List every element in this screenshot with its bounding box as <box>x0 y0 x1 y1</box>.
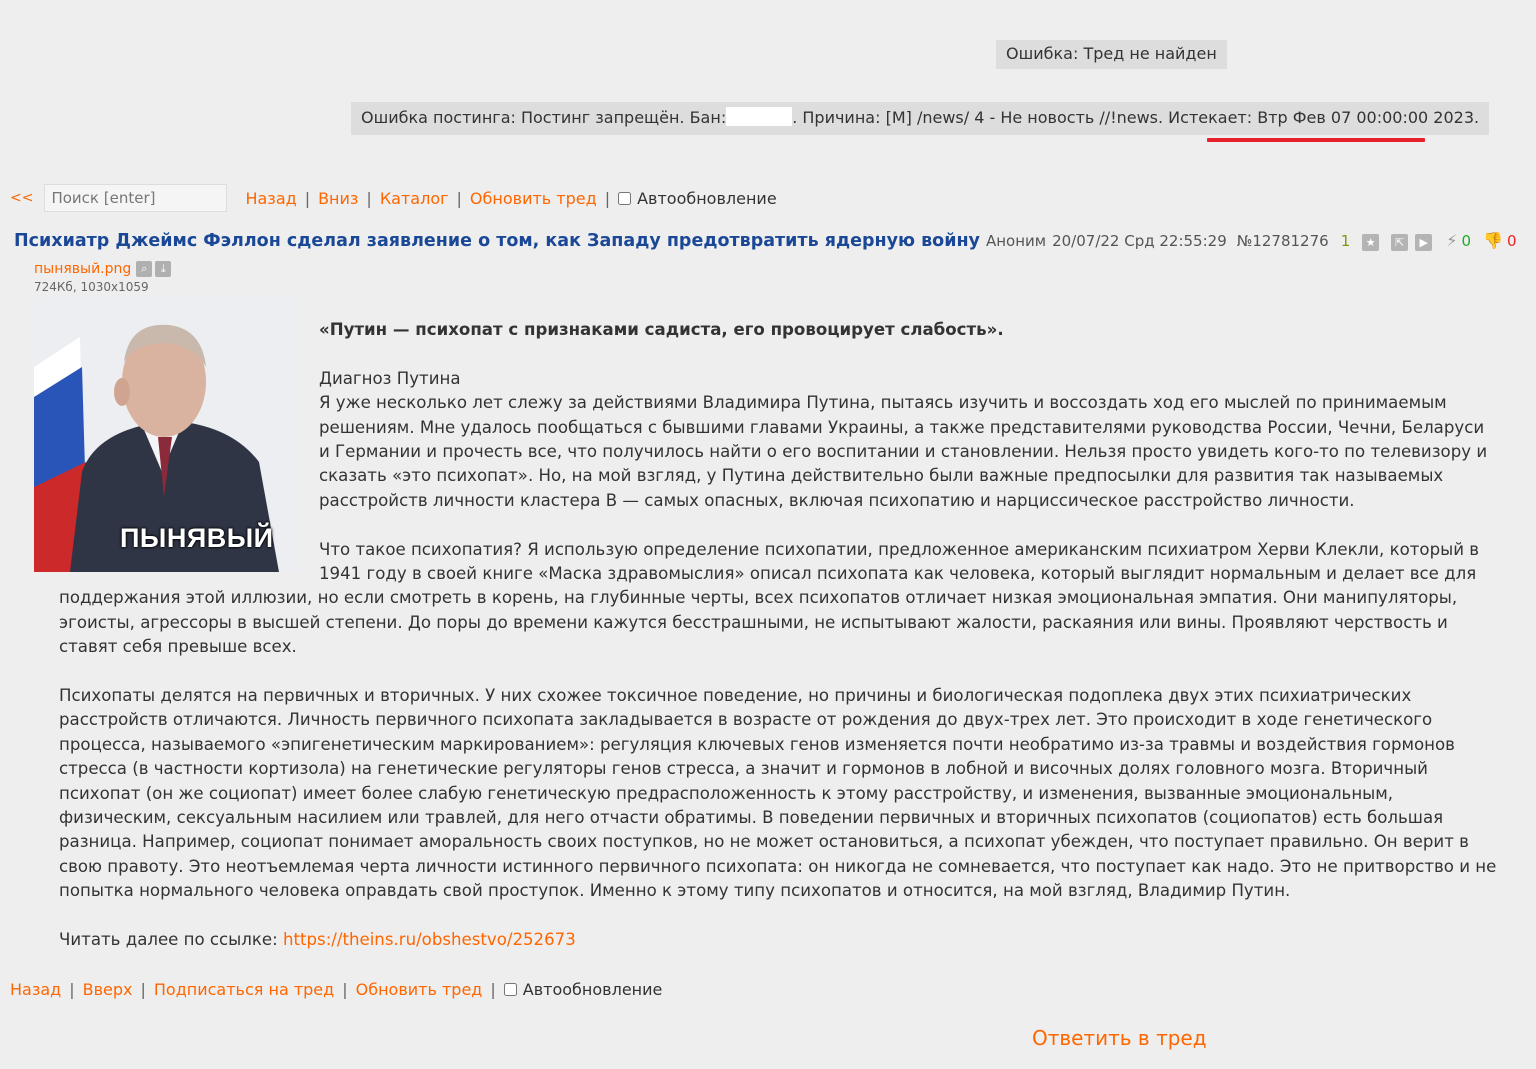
post-body <box>59 318 1499 953</box>
play-icon[interactable]: ▶ <box>1415 234 1432 251</box>
dislike-icon[interactable]: 👎 <box>1483 231 1503 250</box>
bottom-navigation <box>10 980 662 999</box>
post-number[interactable]: №12781276 <box>1236 232 1329 250</box>
nav-separator: | <box>342 980 348 999</box>
nav-back-link[interactable]: Назад <box>10 980 62 999</box>
read-more-link[interactable]: https://theins.ru/obshestvo/252673 <box>282 930 576 950</box>
back-to-board-link[interactable]: << <box>10 190 34 206</box>
nav-separator: | <box>366 188 372 208</box>
post-heading: Диагноз Путина <box>319 368 461 388</box>
file-name-link[interactable]: пынявый.png <box>34 261 132 277</box>
ban-message-prefix: Ошибка постинга: Постинг запрещён. Бан: <box>361 108 727 127</box>
ban-message-suffix: . Причина: [M] /news/ 4 - Не новость //!news. Истекает: Втр Фев 07 00:00:00 2023. <box>792 108 1480 127</box>
nav-separator: | <box>304 188 311 208</box>
post-author: Аноним <box>985 232 1047 250</box>
search-input[interactable] <box>44 184 227 212</box>
autoupdate-label: Автообновление <box>637 188 777 208</box>
image-search-icon[interactable]: ⌕ <box>136 261 152 277</box>
autoupdate-checkbox[interactable] <box>504 983 517 996</box>
nav-separator: | <box>140 980 146 999</box>
top-navigation <box>10 184 777 212</box>
post-count: 1 <box>1340 232 1351 250</box>
autoupdate-checkbox[interactable] <box>618 192 631 205</box>
thread-not-found-error: Ошибка: Тред не найден <box>996 40 1227 69</box>
subscribe-thread-link[interactable]: Подписаться на тред <box>153 980 335 999</box>
dislike-count: 0 <box>1506 232 1517 250</box>
nav-catalog-link[interactable]: Каталог <box>379 188 449 208</box>
nav-separator: | <box>69 980 75 999</box>
post-paragraph-2: Что такое психопатия? Я использую определение психопатии, предложенное американским психиатром Херви Клекли, который в 1941 году в своей книге «Маска здравомыслия» описал психопата как человека, который выглядит нормальным и делает все для поддержания этой иллюзии, но если смотреть в корень, на глубинные черты, всех психопатов отличает низкая эмоциональная эмпатия. Они манипуляторы, эгоисты, агрессоры в высшей степени. До поры до времени кажутся бесстрашными, не испытывают жалости, раскаяния или вины. Проявляют черствость и ставят себя превыше всех. <box>59 539 1480 657</box>
nav-separator: | <box>604 188 611 208</box>
post-header <box>14 231 1516 251</box>
file-info: 724Кб, 1030x1059 <box>34 280 149 294</box>
redacted-ban-id <box>726 107 792 126</box>
image-caption-text: ПЫНЯВЫЙ <box>120 523 274 553</box>
read-more-line <box>59 928 1499 952</box>
autoupdate-label: Автообновление <box>522 980 663 999</box>
read-more-label: Читать далее по ссылке: <box>59 930 283 950</box>
posting-ban-error <box>351 102 1489 135</box>
expand-icon[interactable]: ⇱ <box>1391 234 1408 251</box>
nav-refresh-link[interactable]: Обновить тред <box>355 980 483 999</box>
nav-separator: | <box>456 188 462 208</box>
nav-refresh-link[interactable]: Обновить тред <box>469 188 597 208</box>
like-count: 0 <box>1461 232 1472 250</box>
post-paragraph-1: Я уже несколько лет слежу за действиями Владимира Путина, пытаясь изучить и воссоздать ход его мыслей по принимаемым решениям. Мне удалось пообщаться с бывшими главами Украины, а также представителями руководства России, Чечни, Беларуси и Германии и прочесть все, что получилось найти о его воспитании и становлении. Нельзя просто увидеть кого-то по телевизору и сказать «это психопат». Но, на мой взгляд, у Путина действительно были важные предпосылки для развития так называемых расстройств личности кластера B — самых опасных, включая психопатию и нарциссическое расстройство личности. <box>319 393 1488 510</box>
nav-down-link[interactable]: Вниз <box>318 188 359 208</box>
file-name-row <box>34 261 171 277</box>
like-icon[interactable]: ⚡ <box>1446 231 1458 250</box>
download-icon[interactable]: ⤓ <box>155 261 171 277</box>
nav-back-link[interactable]: Назад <box>245 188 297 208</box>
reply-to-thread-link[interactable]: Ответить в тред <box>1032 1026 1207 1050</box>
image-float-spacer <box>59 318 319 573</box>
nav-up-link[interactable]: Вверх <box>82 980 133 999</box>
star-icon[interactable]: ★ <box>1362 234 1379 251</box>
post-quote: «Путин — психопат с признаками садиста, его провоцирует слабость». <box>319 320 1004 339</box>
expiry-highlight-underline <box>1207 138 1425 142</box>
post-paragraph-3: Психопаты делятся на первичных и вторичных. У них схожее токсичное поведение, но причины и биологическая подоплека двух этих психиатрических расстройств отличаются. Личность первичного психопата закладывается в возрасте от рождения до двух-трех лет. Это происходит в ходе генетического процесса, называемого «эпигенетическим маркированием»: регуляция ключевых генов изменяется почти необратимо из-за травмы и воздействия гормонов стресса (в частности кортизола) на генетические регуляторы генов стресса, а значит и гормонов в лобной и височных долях головного мозга. Вторичный психопат (он же социопат) имеет более слабую генетическую предрасположенность к этому расстройству, и изменения, вызванные эмоциональным, физическим, сексуальным насилием или травлей, для него отчасти обратимы. В поведении первичных и вторичных психопатов (социопатов) есть большая разница. Например, социопат понимает аморальность своих поступков, но не может остановиться, а психопат убежден, что поступает правильно. Он верит в свою правоту. Это неотъемлемая черта личности истинного первичного психопата: он никогда не сомневается, что поступает как надо. Это не притворство и не попытка нормального человека оправдать свой проступок. Именно к этому типу психопатов и относится, на мой взгляд, Владимир Путин. <box>59 686 1497 901</box>
nav-separator: | <box>490 980 496 999</box>
post-date: 20/07/22 Срд 22:55:29 <box>1052 232 1227 250</box>
post-subject: Психиатр Джеймс Фэллон сделал заявление о том, как Западу предотвратить ядерную войну <box>14 231 980 251</box>
